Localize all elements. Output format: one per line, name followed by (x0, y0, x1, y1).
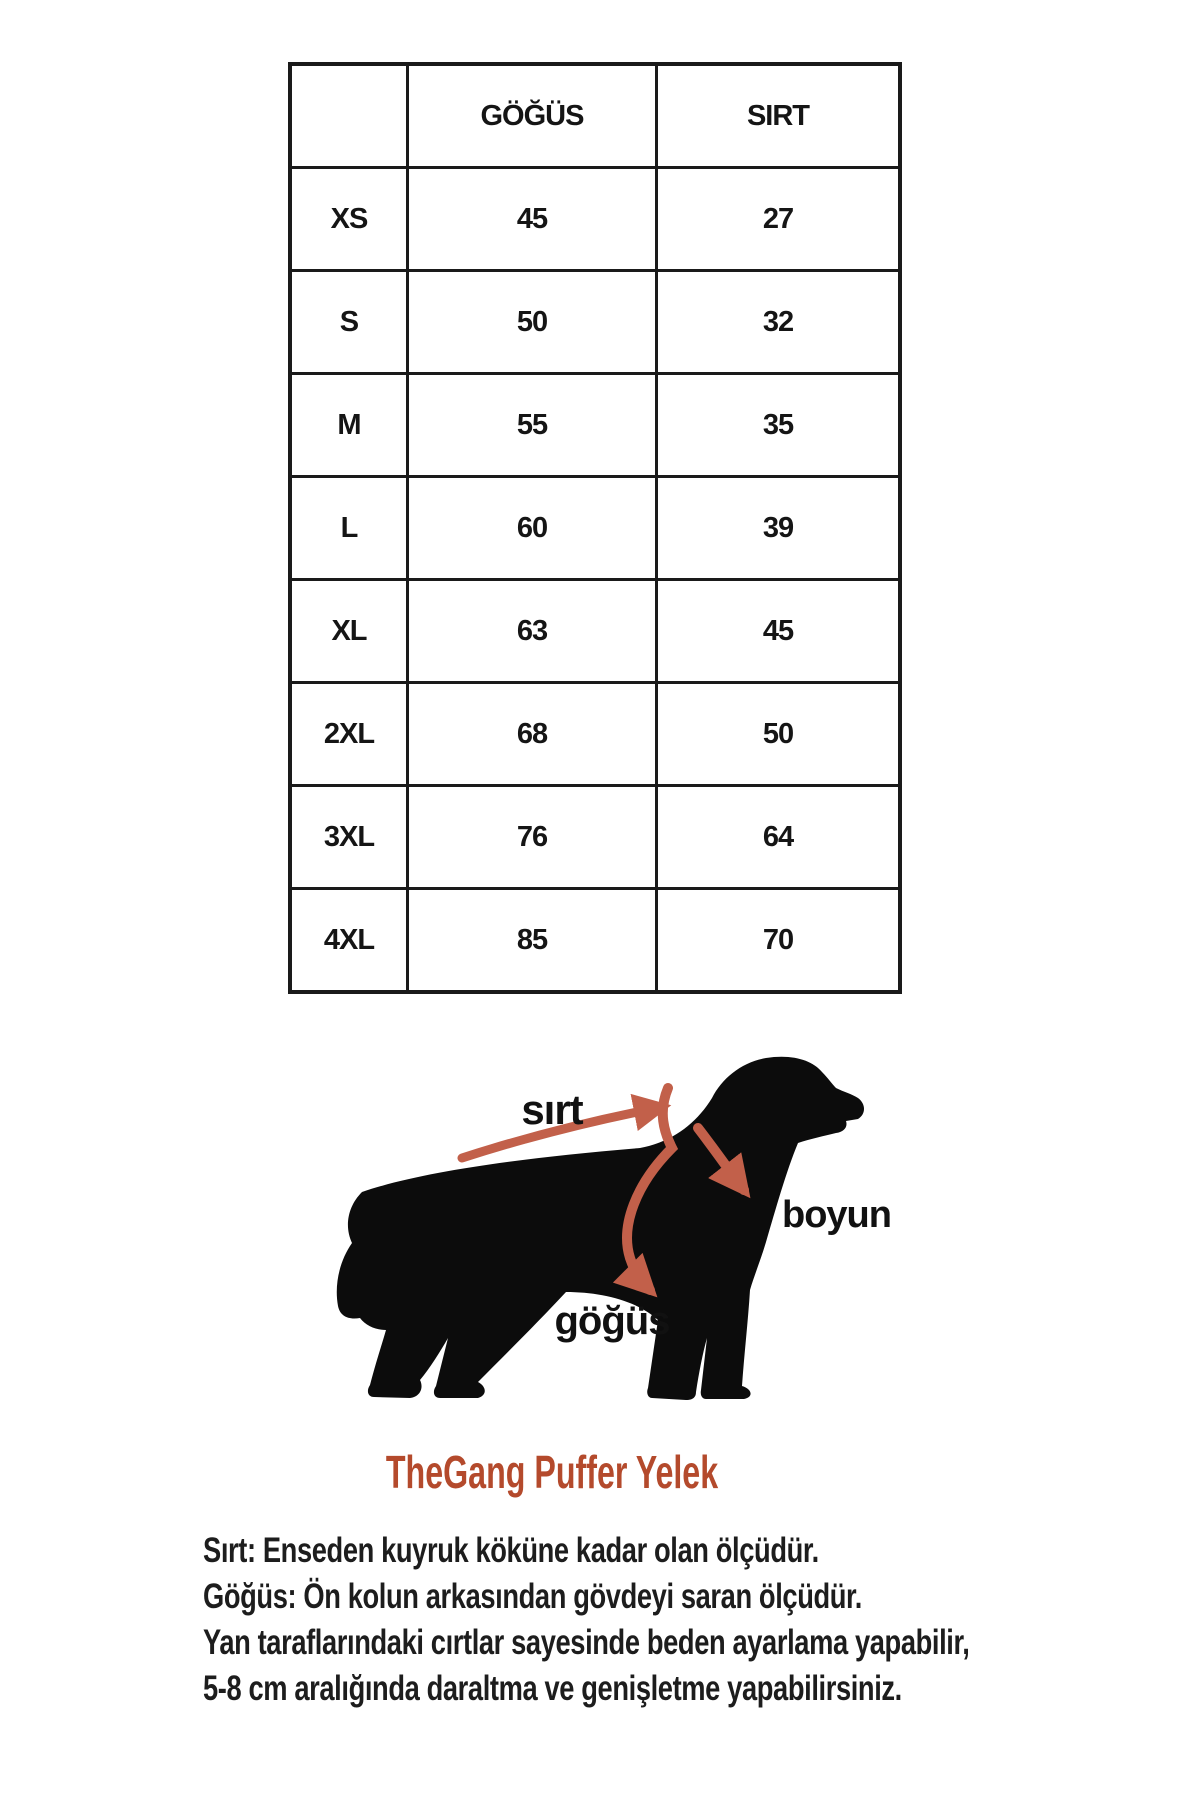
table-row (290, 889, 900, 993)
header-empty-cell (290, 64, 407, 168)
chest-value: 85 (407, 889, 656, 993)
size-label: L (290, 477, 407, 580)
chest-value: 63 (407, 580, 656, 683)
dog-measurement-diagram (280, 1035, 920, 1420)
description-line: 5-8 cm aralığında daraltma ve genişletme yapabilirsiniz. (203, 1669, 902, 1708)
table-row (290, 477, 900, 580)
back-value: 27 (656, 168, 900, 271)
back-value: 50 (656, 683, 900, 786)
table-header-row (290, 64, 900, 168)
table-row (290, 786, 900, 889)
description-line: Sırt: Enseden kuyruk köküne kadar olan ölçüdür. (203, 1531, 819, 1570)
header-back-cell: SIRT (656, 64, 900, 168)
table-row (290, 374, 900, 477)
chest-value: 55 (407, 374, 656, 477)
description-line: Göğüs: Ön kolun arkasından gövdeyi saran ölçüdür. (203, 1577, 862, 1616)
size-label: M (290, 374, 407, 477)
size-label: S (290, 271, 407, 374)
table-row (290, 683, 900, 786)
back-value: 32 (656, 271, 900, 374)
back-value: 35 (656, 374, 900, 477)
product-title: TheGang Puffer Yelek (385, 1446, 719, 1498)
back-value: 45 (656, 580, 900, 683)
back-value: 70 (656, 889, 900, 993)
table-row (290, 168, 900, 271)
chest-value: 68 (407, 683, 656, 786)
chest-label: göğüs (554, 1299, 670, 1343)
chest-value: 50 (407, 271, 656, 374)
chest-value: 60 (407, 477, 656, 580)
size-label: 4XL (290, 889, 407, 993)
header-chest-cell: GÖĞÜS (407, 64, 656, 168)
size-label: XL (290, 580, 407, 683)
size-label: 3XL (290, 786, 407, 889)
back-value: 39 (656, 477, 900, 580)
back-label: sırt (521, 1086, 583, 1133)
description-line: Yan taraflarındaki cırtlar sayesinde beden ayarlama yapabilir, (203, 1623, 970, 1662)
neck-label: boyun (782, 1194, 891, 1236)
description-block (203, 1528, 1100, 1712)
size-label: XS (290, 168, 407, 271)
table-row (290, 580, 900, 683)
size-chart-table (288, 62, 902, 994)
table-row (290, 271, 900, 374)
chest-value: 45 (407, 168, 656, 271)
size-label: 2XL (290, 683, 407, 786)
chest-value: 76 (407, 786, 656, 889)
back-value: 64 (656, 786, 900, 889)
